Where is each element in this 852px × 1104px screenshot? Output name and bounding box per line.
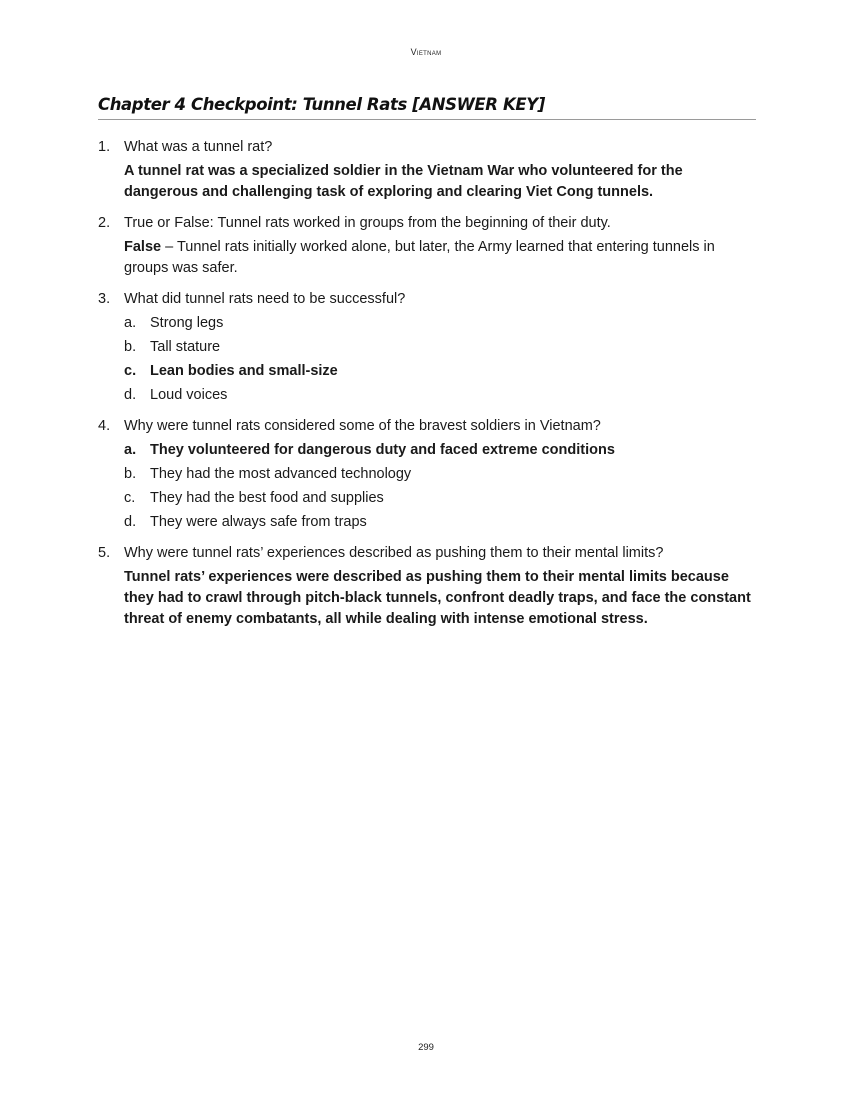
option-letter: c. [124,363,137,379]
running-header: Vietnam [410,47,442,57]
answer-explanation: – Tunnel rats initially worked alone, but later, the Army learned that entering tunnels in groups was safer. [124,239,715,276]
option-text: Lean bodies and small-size [150,363,338,379]
option-a [124,313,758,334]
option-d [124,512,758,533]
question-number: 5. [98,545,111,561]
option-c-correct [124,361,758,382]
question-text: What did tunnel rats need to be successful? [124,291,406,307]
option-list [124,440,758,533]
option-text: They were always safe from traps [150,514,367,530]
option-text: They had the best food and supplies [150,490,384,506]
option-text: Strong legs [150,315,224,331]
option-c [124,488,758,509]
question-4 [98,416,758,533]
page-number: 299 [418,1042,434,1053]
question-2 [98,213,758,279]
answer-text: Tunnel rats’ experiences were described as pushing them to their mental limits because they had to crawl through pitch-black tunnels, confront deadly traps, and face the constant threat of enemy combatants, all while dealing with intense emotional stress. [124,569,751,627]
option-letter: a. [124,315,137,331]
question-number: 1. [98,139,111,155]
question-5 [98,543,758,630]
option-list [124,313,758,406]
page-title: Chapter 4 Checkpoint: Tunnel Rats [ANSWER KEY] [98,95,756,120]
option-letter: a. [124,442,137,458]
option-letter: c. [124,490,136,506]
question-1 [98,137,758,203]
question-text: Why were tunnel rats considered some of the bravest soldiers in Vietnam? [124,418,601,434]
question-3 [98,289,758,406]
option-d [124,385,758,406]
option-text: They volunteered for dangerous duty and faced extreme conditions [150,442,615,458]
question-text: True or False: Tunnel rats worked in groups from the beginning of their duty. [124,215,611,231]
option-a-correct [124,440,758,461]
option-text: Loud voices [150,387,228,403]
option-letter: d. [124,514,137,530]
option-text: Tall stature [150,339,221,355]
question-number: 2. [98,215,111,231]
option-b [124,464,758,485]
question-text: What was a tunnel rat? [124,139,273,155]
answer-label: False [124,239,162,255]
question-text: Why were tunnel rats’ experiences described as pushing them to their mental limits? [124,545,664,561]
question-list [98,137,758,640]
option-letter: b. [124,339,137,355]
option-letter: d. [124,387,137,403]
option-text: They had the most advanced technology [150,466,412,482]
answer-text: A tunnel rat was a specialized soldier in the Vietnam War who volunteered for the dangerous and challenging task of exploring and clearing Viet Cong tunnels. [124,163,683,200]
question-number: 3. [98,291,111,307]
question-number: 4. [98,418,111,434]
answer-text [124,237,758,279]
option-letter: b. [124,466,137,482]
option-b [124,337,758,358]
